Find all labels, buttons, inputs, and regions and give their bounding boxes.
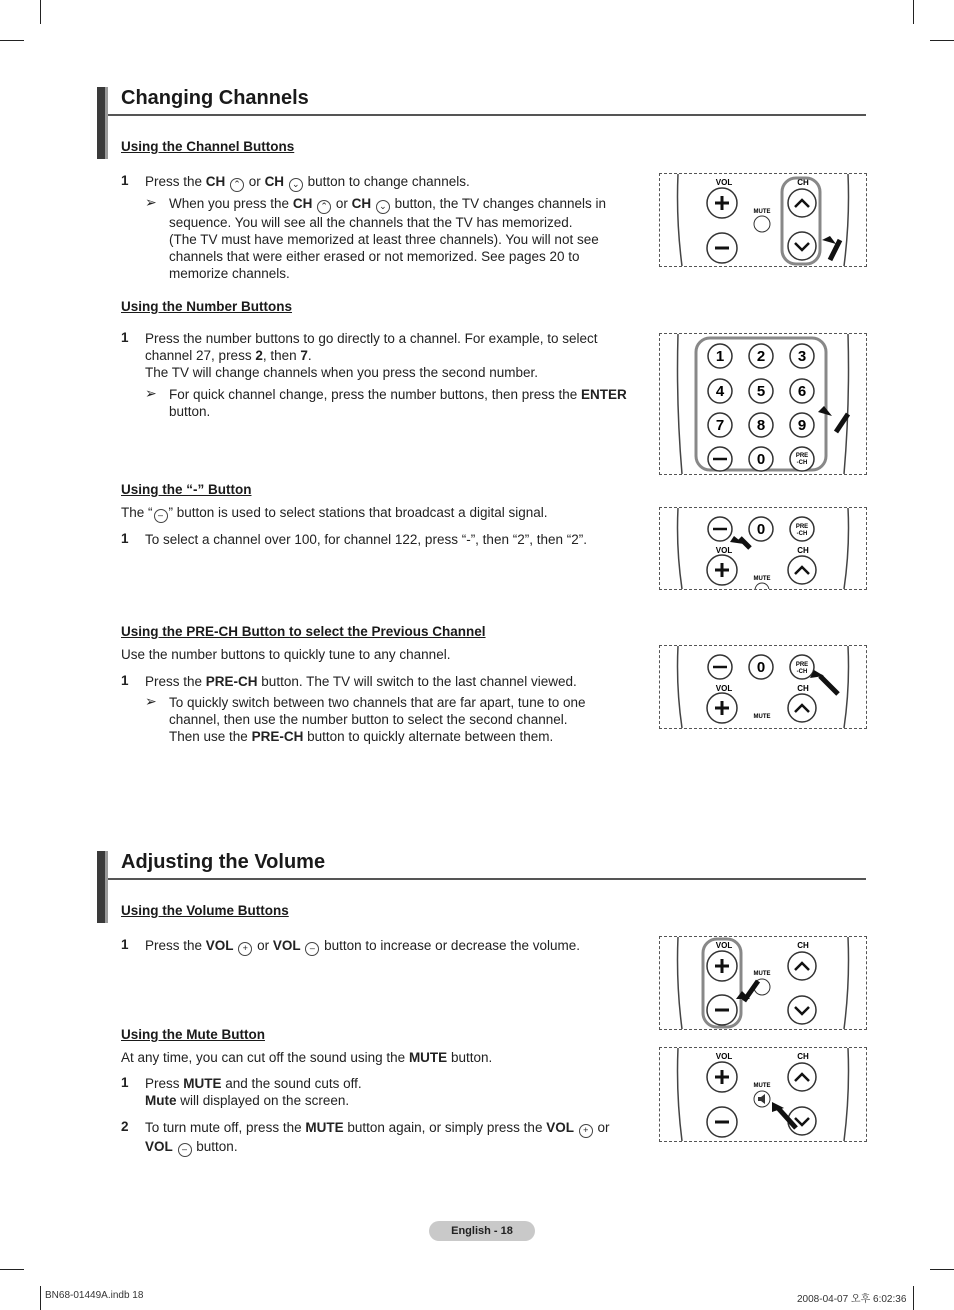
step-number: 1: [121, 330, 129, 345]
remote-illustration-mute: [659, 1047, 867, 1142]
subheading-channel-buttons: Using the Channel Buttons: [121, 139, 295, 154]
section-marker: [97, 851, 108, 923]
digit-6: 6: [797, 383, 807, 400]
svg-text:CH: CH: [797, 546, 809, 555]
ch-up-icon: ⌃: [317, 200, 331, 214]
print-date: 2008-04-07 오후 6:02:36: [797, 1294, 907, 1305]
step-number: 1: [121, 1075, 129, 1090]
remote-illustration-volume: [659, 936, 867, 1030]
remote-illustration-channel: [659, 173, 867, 267]
mute-label: MUTE: [753, 209, 771, 215]
channel-note: When you press the CH ⌃ or CH ⌄ button, the TV changes channels in sequence. You will see all the channels that the TV has memorized. (The TV must have memorized at least three channels). You will not see channels that were either erased or not memorized. See pages 20 to memorize channels.: [169, 196, 607, 281]
prech-intro: Use the number buttons to quickly tune to any channel.: [121, 647, 451, 662]
digit-5: 5: [756, 383, 766, 400]
svg-text:-CH: -CH: [796, 669, 808, 675]
step-number: 1: [121, 531, 129, 546]
svg-text:MUTE: MUTE: [753, 714, 771, 720]
note-arrow-icon: ➢: [145, 194, 157, 210]
svg-text:0: 0: [756, 521, 766, 538]
step-number: 1: [121, 673, 129, 688]
digit-1: 1: [715, 348, 725, 365]
remote-illustration-dash: [659, 507, 867, 590]
digit-3: 3: [797, 348, 807, 365]
note-arrow-icon: ➢: [145, 385, 157, 401]
step-number: 1: [121, 173, 129, 188]
svg-text:VOL: VOL: [715, 546, 733, 555]
page-number-badge: English - 18: [429, 1221, 535, 1241]
ch-label: CH: [797, 178, 809, 187]
mute-intro: At any time, you can cut off the sound using the MUTE button.: [121, 1050, 493, 1065]
vol-up-icon: +: [579, 1124, 593, 1138]
number-step-text: Press the number buttons to go directly to a channel. For example, to select channel 27, press 2, then 7. The TV will change channels when you press the second number.: [145, 331, 598, 380]
volume-step-text: Press the VOL + or VOL – button to increase or decrease the volume.: [145, 937, 580, 956]
svg-text:MUTE: MUTE: [753, 971, 771, 977]
svg-text:CH: CH: [797, 684, 809, 693]
dash-icon: –: [154, 509, 168, 523]
digit-7: 7: [715, 417, 725, 434]
digit-8: 8: [756, 417, 766, 434]
subheading-mute-button: Using the Mute Button: [121, 1027, 265, 1042]
svg-text:MUTE: MUTE: [753, 576, 771, 582]
digit-4: 4: [715, 383, 725, 400]
svg-text:PRE: PRE: [795, 662, 809, 668]
subheading-number-buttons: Using the Number Buttons: [121, 299, 292, 314]
number-note: For quick channel change, press the number buttons, then press the ENTER button.: [169, 387, 627, 419]
ch-down-icon: ⌄: [376, 200, 390, 214]
section-title-adjusting-volume: Adjusting the Volume: [121, 851, 326, 873]
remote-illustration-prech: [659, 645, 867, 729]
section-rule: [108, 878, 866, 880]
step-number: 2: [121, 1119, 129, 1134]
svg-text:VOL: VOL: [715, 684, 733, 693]
svg-text:0: 0: [756, 659, 766, 676]
svg-text:CH: CH: [797, 941, 809, 950]
crop-mark: [40, 1286, 41, 1310]
section-rule: [108, 114, 866, 116]
subheading-prech: Using the PRE-CH Button to select the Previous Channel: [121, 624, 486, 639]
vol-up-icon: +: [238, 942, 252, 956]
subheading-dash-button: Using the “-” Button: [121, 482, 252, 497]
file-name: BN68-01449A.indb 18: [45, 1290, 144, 1301]
crop-mark: [0, 40, 24, 41]
mute-step1-text: Press MUTE and the sound cuts off. Mute will displayed on the screen.: [145, 1076, 362, 1108]
svg-text:VOL: VOL: [715, 941, 733, 950]
pre-label: PRE: [795, 453, 809, 459]
crop-mark: [0, 1269, 24, 1270]
crop-mark: [913, 1286, 914, 1310]
dash-step-text: To select a channel over 100, for channel 122, press “-”, then “2”, then “2”.: [145, 532, 587, 547]
svg-text:PRE: PRE: [795, 524, 809, 530]
digit-2: 2: [756, 348, 766, 365]
subheading-volume-buttons: Using the Volume Buttons: [121, 903, 289, 918]
crop-mark: [930, 40, 954, 41]
section-title-changing-channels: Changing Channels: [121, 87, 309, 109]
crop-mark: [913, 0, 914, 24]
step-number: 1: [121, 937, 129, 952]
svg-text:-CH: -CH: [796, 531, 808, 537]
vol-down-icon: –: [178, 1143, 192, 1157]
vol-label: VOL: [715, 178, 733, 187]
svg-text:CH: CH: [797, 1052, 809, 1061]
section-marker: [97, 87, 108, 159]
channel-step-text: Press the CH ⌃ or CH ⌄ button to change channels.: [145, 173, 470, 192]
ch-down-icon: ⌄: [289, 178, 303, 192]
dash-intro: The “ – ” button is used to select stations that broadcast a digital signal.: [121, 504, 548, 523]
note-arrow-icon: ➢: [145, 693, 157, 709]
dash-ch-label: -CH: [796, 460, 808, 466]
crop-mark: [40, 0, 41, 24]
digit-9: 9: [797, 417, 807, 434]
svg-text:MUTE: MUTE: [753, 1083, 771, 1089]
ch-up-icon: ⌃: [230, 178, 244, 192]
vol-down-icon: –: [305, 942, 319, 956]
prech-note: To quickly switch between two channels that are far apart, tune to one channel, then use the number button to select the second channel. Then use the PRE-CH button to quickly alternate between them.: [169, 695, 586, 744]
digit-0: 0: [756, 451, 766, 468]
mute-step2-text: To turn mute off, press the MUTE button again, or simply press the VOL + or VOL – button.: [145, 1119, 610, 1157]
prech-step-text: Press the PRE-CH button. The TV will switch to the last channel viewed.: [145, 674, 577, 689]
remote-illustration-numberpad: [659, 333, 867, 475]
svg-text:VOL: VOL: [715, 1052, 733, 1061]
crop-mark: [930, 1269, 954, 1270]
